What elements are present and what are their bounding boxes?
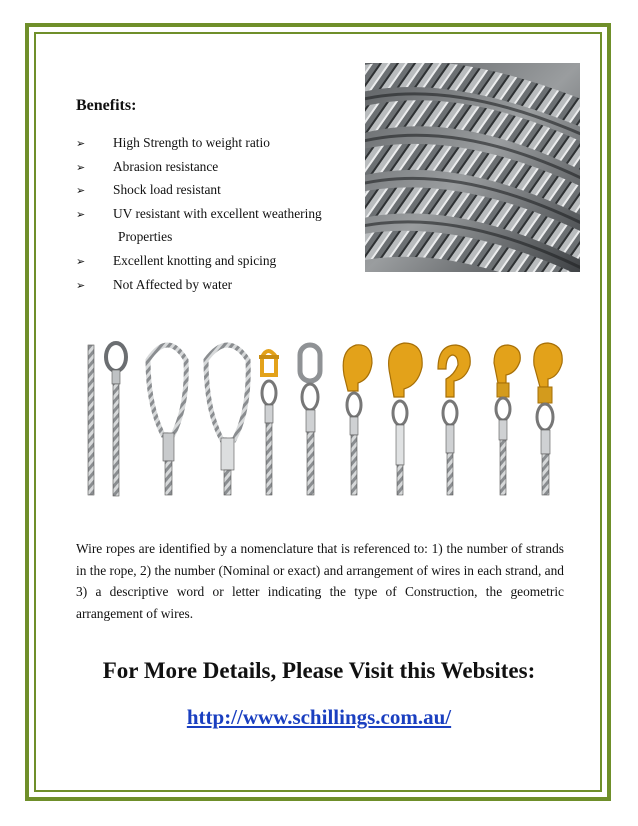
plain-rope-icon bbox=[88, 345, 94, 495]
benefit-text: Excellent knotting and spicing bbox=[113, 252, 277, 268]
wire-rope-fittings-image bbox=[78, 335, 564, 505]
hook-icon bbox=[389, 343, 423, 495]
benefit-item bbox=[76, 273, 366, 297]
thimble-eye-icon bbox=[106, 343, 126, 496]
shackle-icon bbox=[259, 351, 279, 495]
benefit-text: High Strength to weight ratio bbox=[113, 135, 270, 150]
soft-eye-loop-icon bbox=[148, 345, 186, 495]
benefit-item bbox=[76, 155, 366, 179]
swivel-hook-icon bbox=[494, 345, 520, 495]
benefit-item bbox=[76, 178, 366, 202]
benefit-text: Not Affected by water bbox=[113, 276, 233, 292]
arrow-bullet-icon: ➢ bbox=[76, 207, 86, 221]
swivel-hook-icon bbox=[534, 343, 562, 495]
master-link-icon bbox=[300, 345, 320, 495]
benefit-text: UV resistant with excellent weathering bbox=[113, 205, 322, 221]
benefits-title: Benefits: bbox=[76, 97, 137, 114]
benefit-text: Shock load resistant bbox=[113, 182, 221, 198]
hook-icon bbox=[343, 345, 372, 495]
details-heading: For More Details, Please Visit this Websites: bbox=[102, 658, 536, 683]
description-paragraph: Wire ropes are identified by a nomenclature that is referenced to: 1) the number of strands in the rope, 2) the number (Nominal or exact) and arrangement of wires in each strand, and 3) a descriptive word or letter indicating the type of Construction, the geometric arrangement of wires. bbox=[76, 541, 564, 621]
arrow-bullet-icon: ➢ bbox=[76, 160, 86, 174]
benefits-list bbox=[76, 131, 366, 296]
benefit-text: Properties bbox=[118, 229, 173, 245]
arrow-bullet-icon: ➢ bbox=[76, 184, 86, 198]
arrow-bullet-icon: ➢ bbox=[76, 254, 86, 268]
benefit-text: Abrasion resistance bbox=[113, 158, 219, 174]
benefit-item bbox=[76, 249, 366, 273]
hook-icon bbox=[438, 345, 470, 495]
benefit-item bbox=[76, 131, 366, 155]
benefit-item bbox=[76, 202, 366, 226]
soft-eye-loop-icon bbox=[206, 345, 248, 495]
benefit-item-continuation bbox=[76, 225, 366, 249]
website-link-container bbox=[0, 705, 638, 730]
arrow-bullet-icon: ➢ bbox=[76, 137, 86, 150]
website-link[interactable]: http://www.schillings.com.au/ bbox=[186, 705, 452, 729]
wire-rope-photo bbox=[365, 63, 580, 272]
arrow-bullet-icon: ➢ bbox=[76, 278, 86, 292]
